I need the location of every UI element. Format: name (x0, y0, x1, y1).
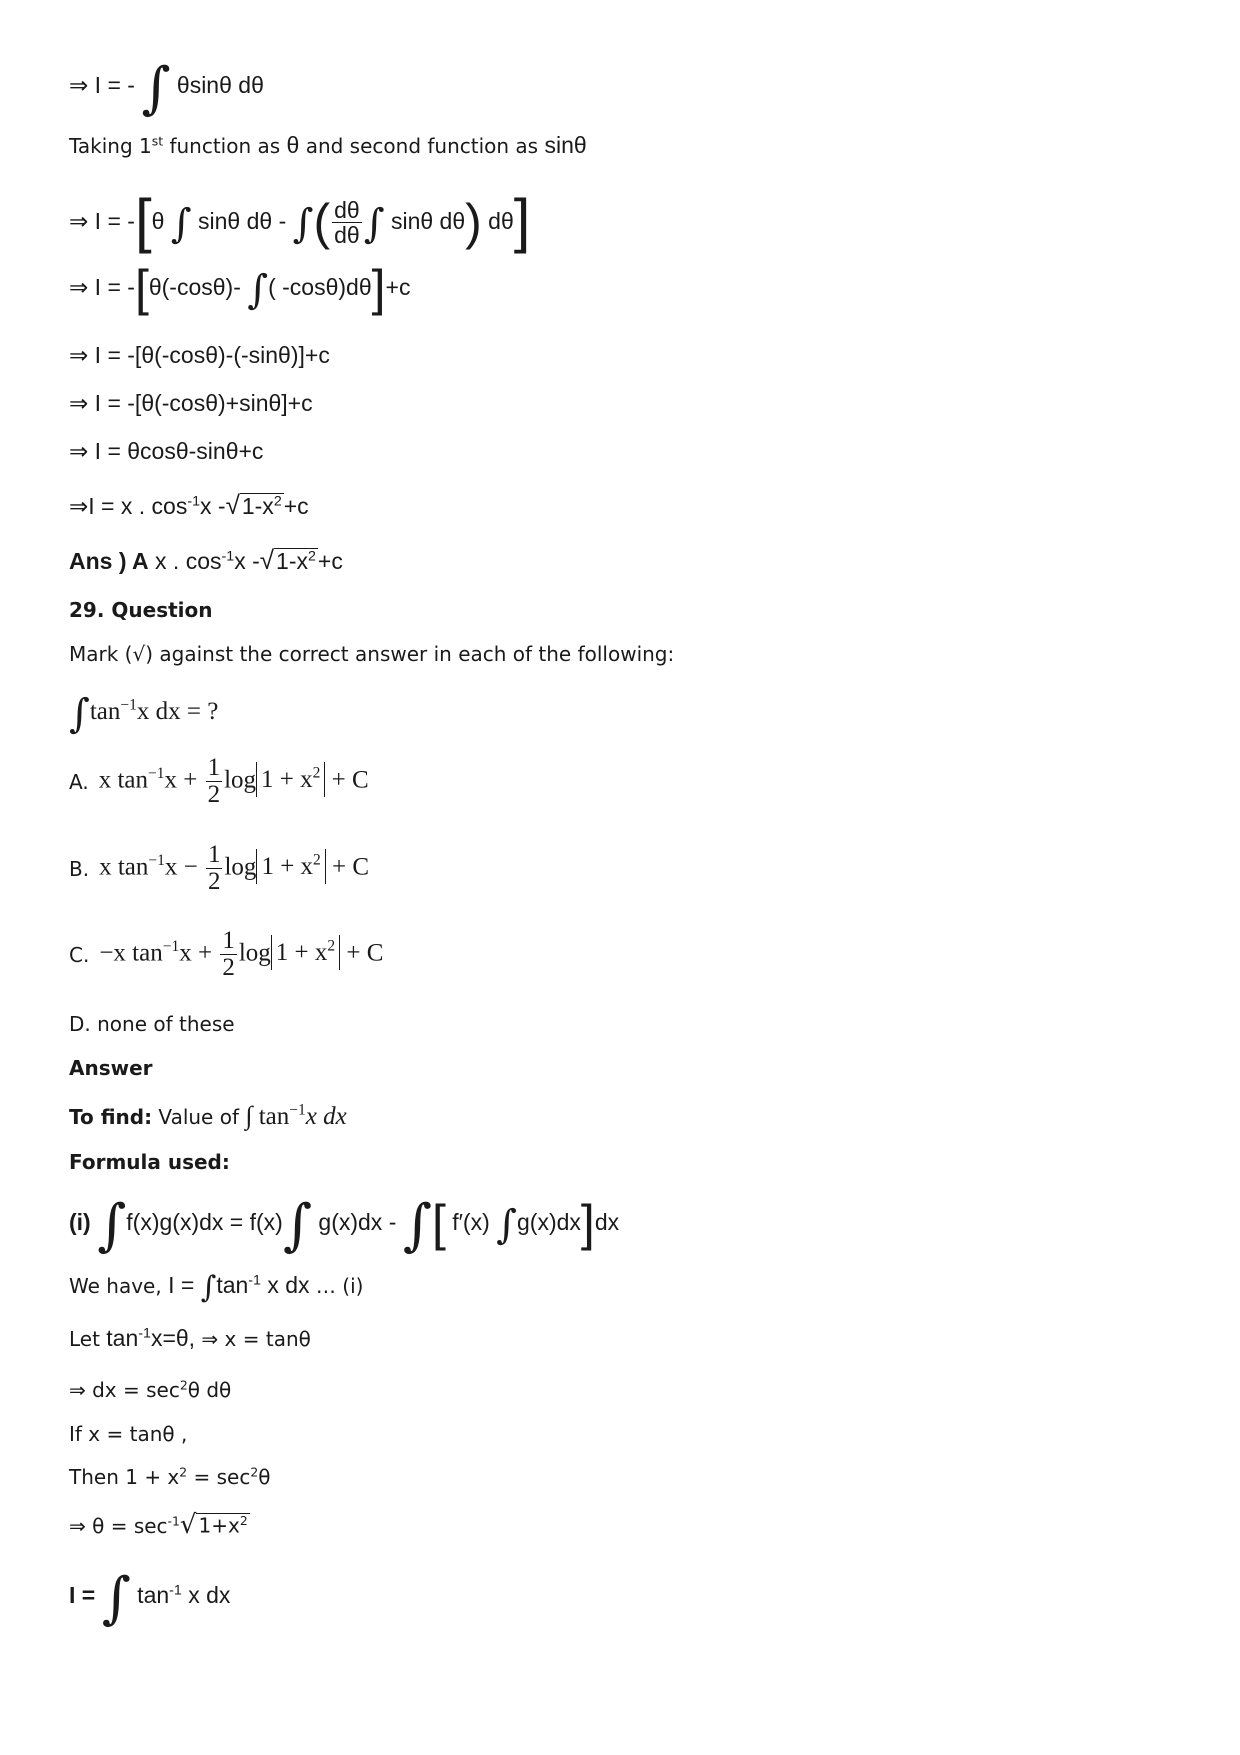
option-d-label: D. (69, 1012, 91, 1036)
dx-line: ⇒ dx = $\sec^2\theta$ dθ (69, 1377, 232, 1402)
option-d[interactable] (69, 1012, 235, 1036)
option-a-expr: x $\tan^{-1}x$ + $\frac{1}{2}$ $\log 1 + x^2 + C$ (98, 754, 369, 809)
step-line-4: ⇒ I = -[θ(-cosθ)- ∫( -cosθ)dθ]+c (69, 260, 411, 316)
question-heading: 29. Question (69, 598, 213, 622)
formula-line: (i) ∫f(x)g(x)dx = f(x)∫ g(x)dx - ∫[ f′(x) ∫g(x)dx]dx (69, 1193, 620, 1258)
to-find-line: To find: Value of ∫ $\tan^{-1}x$ dx (69, 1101, 347, 1130)
option-a-label: A. (69, 769, 89, 794)
step-line-7: ⇒ I = θcosθ-sinθ+c (69, 438, 264, 464)
step-line-1: ⇒ I = - ∫ θsinθ dθ (69, 56, 264, 121)
option-b-expr: x $\tan^{-1}x$ − $\frac{1}{2}$ $\log 1 + x^2 + C$ (99, 841, 370, 896)
taking-function-line: Taking 1st function as θ and second function as sinθ (69, 132, 587, 158)
step-line-8: ⇒I = x . $\cos^{-1}x$ $-√1-x^2+c$ (69, 490, 309, 520)
if-line: If x = tanθ , (69, 1422, 188, 1446)
step-line-5: ⇒ I = -[θ(-cosθ)-(-sinθ)]+c (69, 342, 330, 368)
let-line: Let $\tan^{-1}x=\theta$, ⇒ x = tanθ (69, 1325, 311, 1351)
step-line-6: ⇒ I = -[θ(-cosθ)+sinθ]+c (69, 390, 313, 416)
step-line-3: ⇒ I = -[θ ∫ sinθ dθ - ∫( $\frac{d\theta}{d\theta}$ ∫ sinθ dθ) dθ] (69, 187, 531, 254)
final-line: I = ∫ $\tan^{-1} x$ dx (69, 1566, 231, 1631)
option-b[interactable] (69, 842, 369, 896)
formula-label: Formula used: (69, 1150, 230, 1174)
option-c[interactable] (69, 928, 383, 982)
then-line: Then $1 + x^2 = \sec^2\theta$ (69, 1464, 271, 1489)
theta-line: ⇒ $\theta = \sec^{-1}√$ $1+x^2$ (69, 1510, 248, 1540)
option-c-expr: −x $\tan^{-1}x$ + $\frac{1}{2}$ $\log 1 + x^2 + C$ (99, 927, 384, 982)
question-expression: $\int\tan^{-1}x$ dx = ? (69, 691, 219, 737)
answer-line: Ans ) A x . $\cos^{-1}x$ $-√1-x^2+c$ (69, 545, 343, 575)
option-b-label: B. (69, 856, 90, 881)
question-instruction: Mark (√) against the correct answer in each of the following: (69, 642, 675, 666)
we-have-line: We have, $I = \int\tan^{-1}$ x dx … (i) (69, 1270, 364, 1305)
option-d-text: none of these (97, 1012, 235, 1036)
option-c-label: C. (69, 942, 90, 967)
option-a[interactable] (69, 755, 369, 809)
answer-heading: Answer (69, 1056, 153, 1080)
